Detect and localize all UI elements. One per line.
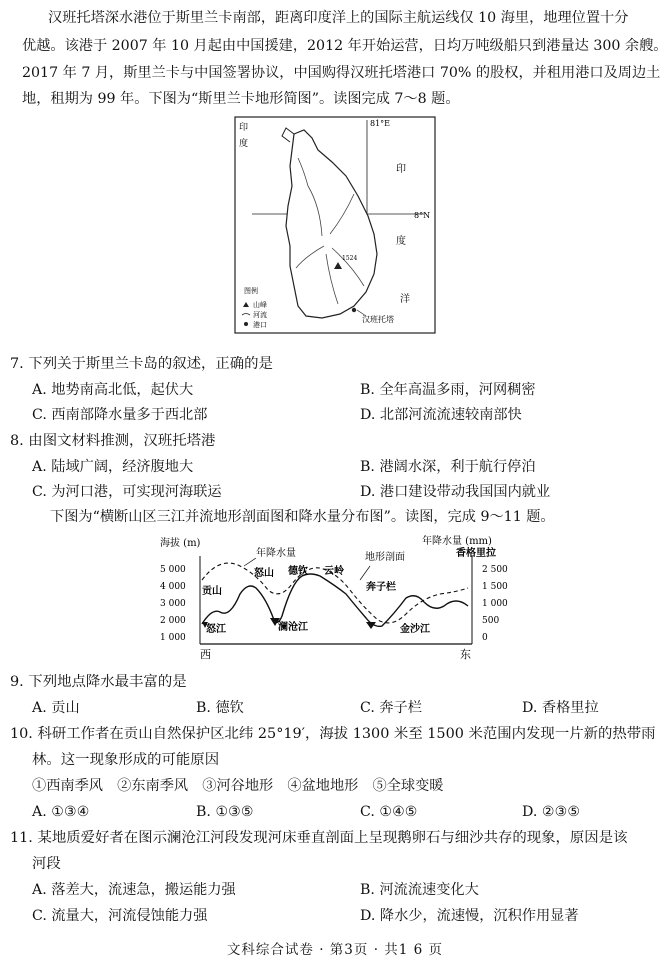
q10-option-b[interactable]: B. ①③⑤ [196,804,254,820]
ocean-label-2: 度 [396,236,406,247]
place-label: 奔子栏 [366,582,396,593]
series-terrain [202,574,468,626]
place-label: 香格里拉 [456,548,496,559]
peak-label: 1524 [342,255,358,262]
question-8-stem: 8. 由图文材料推测，汉班托塔港 [10,433,216,449]
place-label: 贡山 [202,586,222,597]
right-ticks [482,565,508,643]
svg-text:山峰: 山峰 [253,301,267,309]
q11-option-b[interactable]: B. 河流流速变化大 [360,882,479,898]
q11-option-a[interactable]: A. 落差大，流速急，搬运能力强 [32,882,236,898]
svg-text:港口: 港口 [253,321,267,329]
q8-option-c[interactable]: C. 为河口港，可实现河海联运 [32,484,222,500]
intro-line-1: 汉班托塔深水港位于斯里兰卡南部，距离印度洋上的国际主航运线仅 10 海里，地理位置十分 [48,10,629,26]
ocean-label-3: 洋 [400,294,410,305]
sri-lanka-map [234,116,436,334]
right-tick: 500 [482,616,500,626]
place-label: 云岭 [324,566,344,577]
place-label: 德钦 [288,566,308,577]
series-label-terrain: 地形剖面 [365,552,405,563]
q7-option-c[interactable]: C. 西南部降水量多于西北部 [32,407,208,423]
q9-option-b[interactable]: B. 德钦 [196,700,244,716]
left-tick: 1 000 [160,633,186,643]
question-10-stem-1: 10. 科研工作者在贡山自然保护区北纬 25°19′，海拔 1300 米至 1500 米范围内发现一片新的热带雨 [10,726,656,742]
q9-option-a[interactable]: A. 贡山 [32,700,80,716]
lon-label: 81°E [370,119,391,128]
ocean-label-1: 印 [396,164,406,175]
right-tick: 1 500 [482,582,508,592]
left-tick: 4 000 [160,582,186,592]
left-ticks [160,565,186,643]
question-10-stem-2: 林。这一现象形成的可能原因 [32,752,220,768]
port-icon [352,308,356,312]
q9-option-c[interactable]: C. 奔子栏 [360,700,422,716]
place-label: 怒山 [254,568,274,579]
place-label: 怒江 [206,624,226,635]
q11-option-c[interactable]: C. 流量大，河流侵蚀能力强 [32,908,208,924]
place-label: 金沙江 [400,624,430,635]
east-label: 东 [460,648,471,661]
svg-text:图例: 图例 [244,287,258,295]
left-tick: 3 000 [160,599,186,609]
q8-option-a[interactable]: A. 陆域广阔，经济腹地大 [32,459,194,475]
question-9-stem: 9. 下列地点降水最丰富的是 [10,674,187,690]
right-tick: 1 000 [482,599,508,609]
q10-option-c[interactable]: C. ①④⑤ [360,804,418,820]
question-7-stem: 7. 下列关于斯里兰卡岛的叙述，正确的是 [10,356,273,372]
left-axis-title: 海拔 (m) [160,538,201,549]
intro-line-4: 地，租期为 99 年。下图为“斯里兰卡地形简图”。读图完成 7～8 题。 [22,91,460,107]
q8-option-d[interactable]: D. 港口建设带动我国国内就业 [360,484,551,500]
port-label: 汉班托塔 [362,315,394,324]
q10-option-a[interactable]: A. ①③④ [32,804,90,820]
q10-factors: ①西南季风 ②东南季风 ③河谷地形 ④盆地地形 ⑤全球变暖 [32,778,444,794]
intro-line-3: 2017 年 7 月，斯里兰卡与中国签署协议，中国购得汉班托塔港口 70% 的股权，并租用港口及周边土 [22,65,661,81]
profile-chart [160,532,520,662]
intro-line-2: 优越。该港于 2007 年 10 月起由中国援建，2012 年开始运营，日均万吨级船只到港量达 300 余艘。 [22,38,668,54]
lat-label: 8°N [414,211,431,220]
intro-2: 下图为“横断山区三江并流地形剖面图和降水量分布图”。读图，完成 9～11 题。 [50,509,555,525]
page-footer: 文科综合试卷 · 第3页 · 共1 6 页 [226,942,444,958]
right-tick: 2 500 [482,565,508,575]
q11-option-d[interactable]: D. 降水少，流速慢，沉积作用显著 [360,908,579,924]
right-tick: 0 [482,633,488,643]
series-label-precip: 年降水量 [256,548,296,559]
left-tick: 5 000 [160,565,186,575]
west-label: 西 [200,648,211,661]
q7-option-d[interactable]: D. 北部河流流速较南部快 [360,407,522,423]
right-axis-title: 年降水量 (mm) [422,536,492,547]
svg-text:河流: 河流 [253,311,267,319]
q9-option-d[interactable]: D. 香格里拉 [522,700,599,716]
q8-option-b[interactable]: B. 港阔水深，利于航行停泊 [360,459,536,475]
q7-option-a[interactable]: A. 地势南高北低，起伏大 [32,382,194,398]
question-11-stem-2: 河段 [32,856,61,872]
place-label: 澜沧江 [278,622,308,633]
q7-option-b[interactable]: B. 全年高温多雨，河网稠密 [360,382,536,398]
q10-option-d[interactable]: D. ②③⑤ [522,804,581,820]
question-11-stem-1: 11. 某地质爱好者在图示澜沧江河段发现河床垂直剖面上呈现鹅卵石与细沙共存的现象，原因是该 [10,830,628,846]
label-yin-left: 印 [239,123,249,133]
label-du-left: 度 [239,139,249,149]
left-tick: 2 000 [160,616,186,626]
